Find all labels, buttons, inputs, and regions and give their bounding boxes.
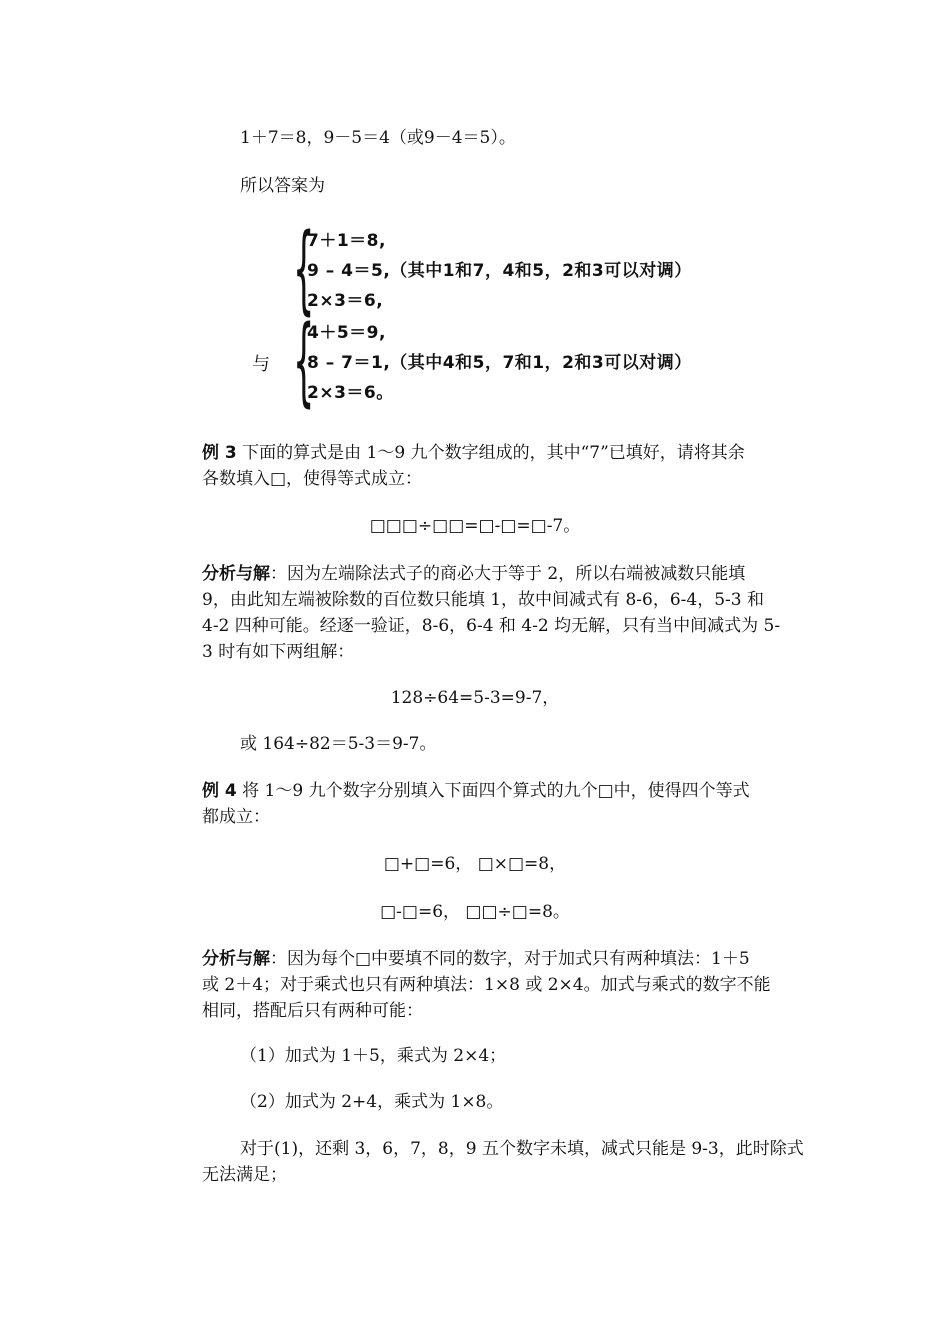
analysis4-line5: 无法满足； [202, 1165, 287, 1185]
example3-label: 例 3 [202, 443, 237, 463]
analysis4-case1: （1）加式为 1＋5，乘式为 2×4； [240, 1046, 507, 1066]
example3-text: 下面的算式是由 1～9 九个数字组成的，其中“7”已填好，请将其余 [242, 443, 745, 463]
system1-eq3: 2×3＝6, [307, 291, 384, 311]
with-label: 与 [252, 354, 270, 375]
analysis4-case2: （2）加式为 2+4，乘式为 1×8。 [240, 1092, 504, 1112]
equation-system-2 [293, 305, 693, 417]
analysis3-line4: 3 时有如下两组解： [202, 642, 355, 662]
answer-intro: 所以答案为 [240, 176, 325, 196]
analysis3-line1 [202, 562, 745, 586]
analysis3-line3: 4-2 四种可能。经逐一验证，8-6，6-4 和 4-2 均无解，只有当中间减式为 5- [202, 616, 781, 636]
example4-eq-row2: □-□=6， □□÷□=8。 [380, 902, 570, 922]
example3-equation: □□□÷□□=□-□=□-7。 [369, 516, 581, 536]
left-brace: { [293, 305, 315, 417]
example4-eq-row1: □+□=6， □×□=8， [383, 854, 567, 874]
system1-eq2: 9 – 4＝5,（其中1和7，4和5，2和3可以对调） [307, 261, 692, 281]
example4-text: 将 1～9 九个数字分别填入下面四个算式的九个□中，使得四个等式 [242, 781, 750, 801]
system2-eq1: 4＋5＝9, [307, 323, 386, 343]
analysis4-line3: 相同，搭配后只有两种可能： [202, 1001, 423, 1021]
example3-line1 [202, 441, 745, 465]
analysis4-line1 [202, 947, 750, 971]
left-brace: { [293, 213, 315, 325]
analysis3-text: ：因为左端除法式子的商必大于等于 2，所以右端被减数只能填 [270, 564, 746, 584]
system1-eq1: 7＋1＝8, [307, 231, 386, 251]
system2-eq3: 2×3＝6。 [307, 383, 394, 403]
analysis4-text: ：因为每个□中要填不同的数字，对于加式只有两种填法：1＋5 [270, 949, 750, 969]
equation-system-1 [293, 213, 693, 325]
analysis3-solution1: 128÷64=5-3=9-7， [390, 688, 560, 708]
example3-line2: 各数填入□，使得等式成立： [202, 469, 423, 489]
analysis4-label: 分析与解 [202, 949, 270, 969]
system2-eq2: 8 – 7＝1,（其中4和5，7和1，2和3可以对调） [307, 353, 692, 373]
example4-label: 例 4 [202, 781, 237, 801]
example4-line1 [202, 779, 750, 803]
analysis3-line2: 9，由此知左端被除数的百位数只能填 1，故中间减式有 8-6，6-4，5-3 和 [202, 590, 764, 610]
analysis3-solution2: 或 164÷82＝5-3＝9-7。 [240, 734, 437, 754]
example4-line2: 都成立： [202, 807, 270, 827]
analysis3-label: 分析与解 [202, 564, 270, 584]
analysis4-line4: 对于(1)，还剩 3，6，7，8，9 五个数字未填，减式只能是 9-3，此时除式 [240, 1139, 804, 1159]
intro-equation-line: 1＋7＝8，9－5＝4（或9－4＝5）。 [240, 128, 516, 148]
analysis4-line2: 或 2＋4；对于乘式也只有两种填法：1×8 或 2×4。加式与乘式的数字不能 [202, 975, 771, 995]
